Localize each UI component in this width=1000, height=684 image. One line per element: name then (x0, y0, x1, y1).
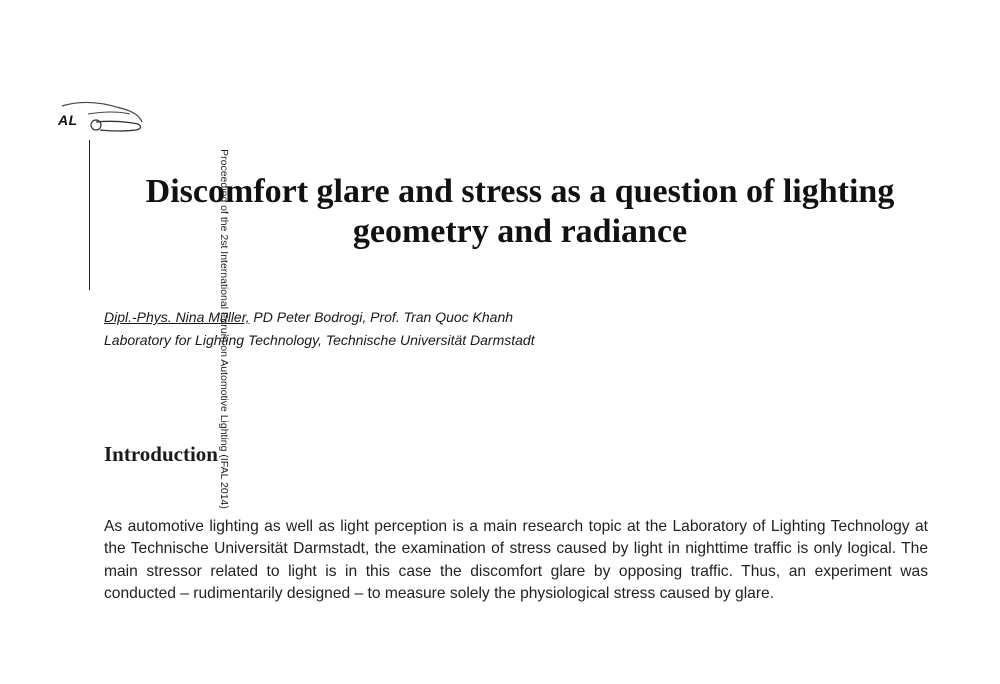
logo-text: AL (58, 112, 78, 128)
affiliation: Laboratory for Lighting Technology, Technische Universität Darmstadt (104, 332, 535, 348)
author-line (104, 306, 904, 328)
sidebar-proceedings-text: Proceeding of the 2st International Forum on Automotive Lighting (IFAL 2014) (218, 149, 230, 509)
section-heading: Introduction (104, 442, 218, 466)
lead-author: Dipl.-Phys. Nina Müller, (104, 309, 250, 325)
co-authors: PD Peter Bodrogi, Prof. Tran Quoc Khanh (249, 309, 514, 325)
intro-paragraph: As automotive lighting as well as light perception is a main research topic at the Laboratory of Lighting Technology at the Technische Universität Darmstadt, the examination of stress caused by light in nighttime traffic is only logical. The main stressor related to light is in this case the discomfort glare by opposing traffic. Thus, an experiment was conducted – rudimentarily designed – to measure solely the physiological stress caused by glare. (104, 518, 928, 603)
paper-title: Discomfort glare and stress as a question of lighting geometry and radiance (145, 173, 895, 250)
sidebar-rule (89, 140, 90, 290)
